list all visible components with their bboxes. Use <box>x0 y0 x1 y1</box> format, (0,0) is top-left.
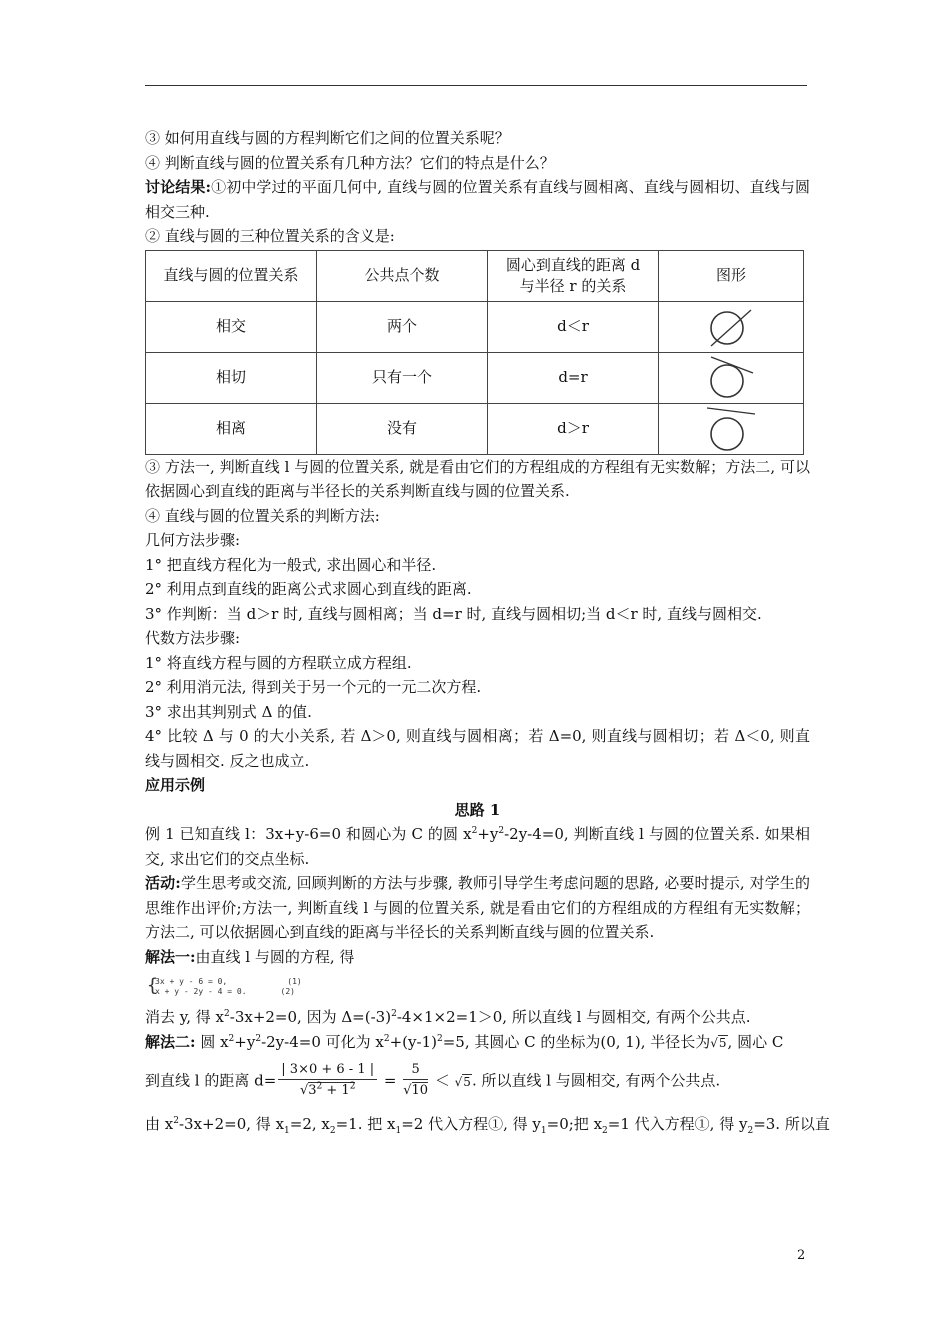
last-text-b: -3x+2=0, 得 x <box>178 1115 285 1133</box>
activity-label: 活动: <box>145 874 181 892</box>
simplified-fraction <box>403 1061 428 1102</box>
algebraic-title: 代数方法步骤: <box>145 629 241 647</box>
fraction-denominator <box>403 1080 428 1102</box>
sol2-text-f: , 圆心 C <box>727 1032 784 1051</box>
fraction-numerator: 5 <box>403 1061 428 1080</box>
superscript: 2 <box>349 1081 356 1092</box>
last-text-e: =2 代入方程①, 得 y <box>401 1115 541 1133</box>
superscript: 2 <box>471 826 478 836</box>
header-distance-line2: 与半径 r 的关系 <box>519 276 627 295</box>
superscript: 2 <box>255 1033 262 1044</box>
elim-text-b: -3x+2=0, 因为 Δ=(-3) <box>229 1008 392 1026</box>
example-1-text-a: 例 1 已知直线 l：3x+y-6=0 和圆心为 C 的圆 x <box>145 825 472 843</box>
table-row <box>146 301 804 352</box>
sqrt-symbol: √ <box>299 1083 309 1098</box>
superscript: 2 <box>173 1116 179 1126</box>
last-text-d: =1. 把 x <box>335 1115 396 1133</box>
cell-relation: 相切 <box>146 352 317 403</box>
example-1 <box>145 822 810 871</box>
subscript: 2 <box>602 1126 608 1136</box>
equation-1-text: 3x + y - 6 = 0, <box>155 977 228 986</box>
distance-fraction <box>278 1061 377 1102</box>
equation-2-text: x + y - 2y - 4 = 0. <box>155 987 247 996</box>
sqrt-symbol: √ <box>710 1035 718 1050</box>
superscript: 2 <box>436 1033 443 1044</box>
sol2-text-e: =5, 其圆心 C 的坐标为(0, 1), 半径长为 <box>442 1032 711 1051</box>
sol2-text-d: +(y-1) <box>389 1032 437 1051</box>
algebraic-step-4: 4° 比较 Δ 与 0 的大小关系, 若 Δ＞0, 则直线与圆相离；若 Δ=0, 则直线与圆相切；若 Δ＜0, 则直线与圆相交. 反之也成立. <box>145 727 810 770</box>
header-relation: 直线与圆的位置关系 <box>146 250 317 301</box>
line-separate-circle-figure <box>701 406 761 452</box>
method-3: ③ 方法一, 判断直线 l 与圆的位置关系, 就是看由它们的方程组成的方程组有无实数解；方法二, 可以依据圆心到直线的距离与半径长的关系判断直线与圆的位置关系. <box>145 457 810 500</box>
geometric-step-3: 3° 作判断：当 d＞r 时, 直线与圆相离；当 d=r 时, 直线与圆相切;当 d＜r 时, 直线与圆相交. <box>145 604 762 623</box>
header-points: 公共点个数 <box>317 250 488 301</box>
subscript: 1 <box>395 1126 402 1136</box>
distance-line: 到直线 l 的距离 d= $\frac{| 3\times 0 + 6 - 1 |}{√3^2 + 1^2}$ = $\frac{5}{√10}$ ＜ √5. 所以直线 l 与圆相交, 有两个公共点. <box>145 1061 810 1102</box>
equation-system <box>147 977 810 997</box>
cell-points: 只有一个 <box>317 352 488 403</box>
last-text-h: =3. 所以直 <box>753 1115 830 1133</box>
header-rule <box>145 85 807 86</box>
application-heading: 应用示例 <box>145 776 206 794</box>
header-figure: 图形 <box>659 250 804 301</box>
den-term-b: + 1 <box>322 1083 350 1098</box>
sqrt-symbol: √ <box>454 1074 463 1089</box>
cell-points: 没有 <box>317 403 488 454</box>
subscript: 1 <box>284 1126 290 1136</box>
activity <box>145 871 810 945</box>
cell-points: 两个 <box>317 301 488 352</box>
last-text-g: =1 代入方程①, 得 y <box>607 1115 748 1133</box>
table-intro: ② 直线与圆的三种位置关系的含义是: <box>145 227 395 245</box>
table-header-row <box>146 250 804 301</box>
distance-text-b: . 所以直线 l 与圆相交, 有两个公共点. <box>471 1071 721 1090</box>
sol2-text-a: 圆 x <box>195 1032 229 1051</box>
intersection-line <box>145 1112 830 1137</box>
less-than: ＜ <box>434 1071 450 1090</box>
fraction-denominator <box>278 1080 377 1102</box>
line-tangent-circle-figure <box>701 355 761 401</box>
equation-2-tag: (2) <box>280 987 295 996</box>
cell-figure <box>659 352 804 403</box>
superscript: 2 <box>228 1033 235 1044</box>
position-relation-table <box>145 250 804 455</box>
cell-distance: d=r <box>488 352 659 403</box>
cell-relation: 相交 <box>146 301 317 352</box>
superscript: 2 <box>498 826 505 836</box>
elim-text-a: 消去 y, 得 x <box>145 1008 225 1026</box>
method-4: ④ 直线与圆的位置关系的判断方法: <box>145 506 380 525</box>
algebraic-step-1: 1° 将直线方程与圆的方程联立成方程组. <box>145 653 412 672</box>
solution-1 <box>145 945 810 970</box>
discussion-text: ①初中学过的平面几何中, 直线与圆的位置关系有直线与圆相离、直线与圆相切、直线与圆相交三种. <box>145 178 810 221</box>
header-distance-line1: 圆心到直线的距离 d <box>505 255 641 274</box>
den-term-a: 3 <box>308 1083 317 1098</box>
example-1-text-b: +y <box>477 825 499 843</box>
cell-figure <box>659 301 804 352</box>
sqrt-5 <box>710 1031 727 1056</box>
superscript: 2 <box>383 1033 390 1044</box>
idea-heading: 思路 1 <box>454 800 501 819</box>
elimination-line <box>145 1005 810 1030</box>
equation-1 <box>155 977 810 987</box>
distance-text-a: 到直线 l 的距离 d= <box>145 1071 277 1090</box>
algebraic-step-3: 3° 求出其判别式 Δ 的值. <box>145 702 312 721</box>
elim-text-c: -4×1×2=1＞0, 所以直线 l 与圆相交, 有两个公共点. <box>396 1008 751 1026</box>
equation-1-tag: (1) <box>287 977 302 986</box>
last-text-a: 由 x <box>145 1115 174 1133</box>
header-distance <box>488 250 659 301</box>
geometric-step-2: 2° 利用点到直线的距离公式求圆心到直线的距离. <box>145 580 472 598</box>
last-text-c: =2, x <box>289 1115 330 1133</box>
solution-2 <box>145 1030 810 1056</box>
table-row <box>146 403 804 454</box>
equation-2 <box>155 987 810 997</box>
sol2-text-c: -2y-4=0 可化为 x <box>261 1032 384 1051</box>
geometric-title: 几何方法步骤: <box>145 531 241 549</box>
superscript: 2 <box>391 1009 397 1019</box>
superscript: 2 <box>316 1081 323 1092</box>
subscript: 2 <box>329 1126 336 1136</box>
superscript: 2 <box>224 1009 230 1019</box>
sqrt-symbol: √ <box>403 1083 412 1098</box>
fraction-numerator: | 3×0 + 6 - 1 | <box>278 1061 377 1080</box>
last-text-f: =0;把 x <box>546 1115 603 1133</box>
geometric-step-1: 1° 把直线方程化为一般式, 求出圆心和半径. <box>145 555 437 574</box>
cell-figure <box>659 403 804 454</box>
solution-2-label: 解法二: <box>145 1032 196 1051</box>
sqrt-value: 5 <box>718 1035 727 1050</box>
cell-relation: 相离 <box>146 403 317 454</box>
discussion-label: 讨论结果: <box>145 178 211 196</box>
sol2-text-b: +y <box>234 1032 256 1051</box>
algebraic-step-2: 2° 利用消元法, 得到关于另一个元的一元二次方程. <box>145 678 482 696</box>
page-number: 2 <box>797 1248 806 1263</box>
sqrt-value: 5 <box>463 1074 471 1089</box>
discussion-result <box>145 175 810 224</box>
solution-1-text: 由直线 l 与圆的方程, 得 <box>195 947 355 966</box>
example-1-text-c: -2y-4=0, 判断直线 l 与圆的位置关系. 如果相交, 求出它们的交点坐标. <box>145 825 810 868</box>
sqrt-5 <box>455 1070 472 1095</box>
line-crossing-circle-figure <box>701 304 761 350</box>
table-row <box>146 352 804 403</box>
sqrt-value: 10 <box>411 1083 429 1098</box>
document-body <box>145 126 830 1137</box>
subscript: 1 <box>540 1126 547 1136</box>
solution-1-label: 解法一: <box>145 947 196 966</box>
question-3: ③ 如何用直线与圆的方程判断它们之间的位置关系呢？ <box>145 129 510 147</box>
activity-text: 学生思考或交流, 回顾判断的方法与步骤, 教师引导学生考虑问题的思路, 必要时提示, 对学生的思维作出评价;方法一, 判断直线 l 与圆的位置关系, 就是看由它们的方程组成的方程组有无实数解；方法二, 可以依据圆心到直线的距离与半径长的关系判断直线与圆的位置关系. <box>145 874 810 941</box>
cell-distance: d＜r <box>488 301 659 352</box>
brace-symbol: { <box>147 975 158 996</box>
subscript: 2 <box>747 1126 754 1136</box>
question-4: ④ 判断直线与圆的位置关系有几种方法？它们的特点是什么？ <box>145 153 555 172</box>
cell-distance: d＞r <box>488 403 659 454</box>
